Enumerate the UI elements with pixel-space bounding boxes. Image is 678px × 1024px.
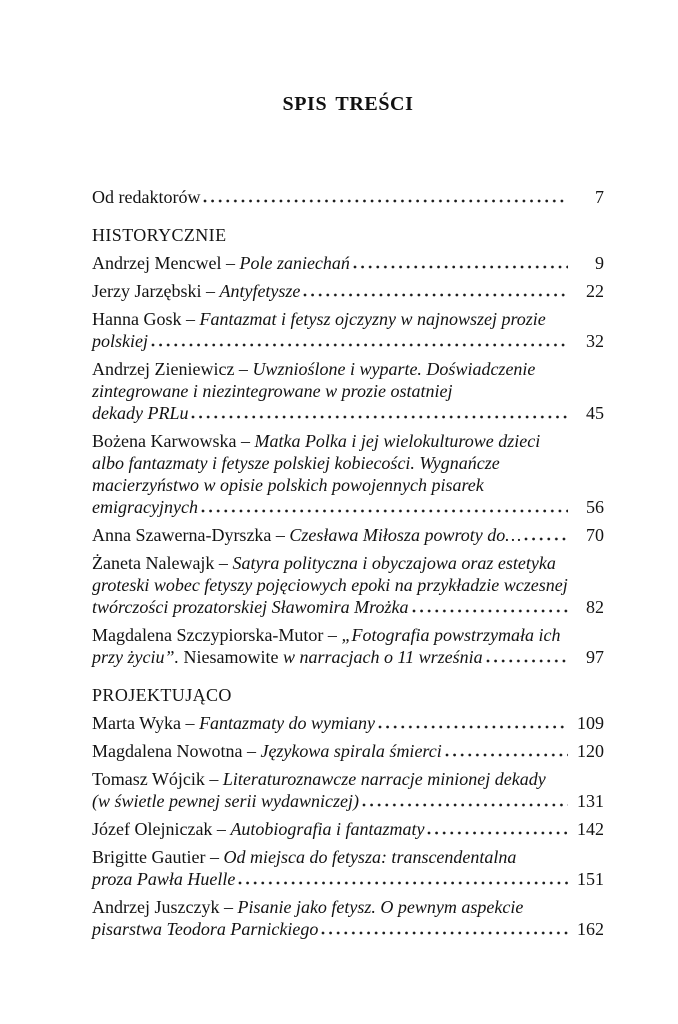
entry-page-number: 142 <box>577 819 604 839</box>
entry-page-number: 7 <box>595 187 604 207</box>
entry-line <box>92 918 604 940</box>
entry-text <box>92 596 409 618</box>
toc-entry <box>92 524 604 546</box>
entry-line <box>92 846 604 868</box>
entry-author-segment: Magdalena Szczypiorska-Mutor – <box>92 625 342 645</box>
toc-list <box>92 186 604 940</box>
entry-text <box>92 280 300 302</box>
entry-text <box>92 402 188 424</box>
entry-line <box>92 380 604 402</box>
entry-line <box>92 574 604 596</box>
entry-author-segment: Bożena Karwowska – <box>92 431 255 451</box>
entry-line <box>92 358 604 380</box>
entry-line <box>92 646 604 668</box>
entry-text <box>92 309 546 329</box>
entry-title-segment: Pisanie jako fetysz. O pewnym aspekcie <box>237 897 524 917</box>
entry-title-segment: pisarstwa Teodora Parnickiego <box>92 919 319 939</box>
entry-author-segment: Magdalena Nowotna – <box>92 741 261 761</box>
entry-title-segment: zintegrowane i niezintegrowane w prozie ostatniej <box>92 381 453 401</box>
entry-title-segment: w narracjach o 11 września <box>282 647 483 667</box>
entry-page-number: 162 <box>577 919 604 939</box>
toc-entry <box>92 846 604 890</box>
entry-title-segment: „Fotografia powstrzymała ich <box>341 625 561 645</box>
entry-title-segment: Fantazmat i fetysz ojczyzny w najnowszej prozie <box>199 309 546 329</box>
entry-text <box>92 646 483 668</box>
entry-author-segment: Żaneta Nalewajk – <box>92 553 233 573</box>
entry-line <box>92 524 604 546</box>
entry-line <box>92 712 604 734</box>
entry-author-segment: Marta Wyka – <box>92 713 200 733</box>
entry-title-segment: przy życiu”. <box>92 647 179 667</box>
entry-line <box>92 818 604 840</box>
entry-title-segment: polskiej <box>92 331 148 351</box>
entry-page-number: 97 <box>586 647 604 667</box>
entry-line <box>92 430 604 452</box>
toc-entry <box>92 712 604 734</box>
entry-line <box>92 596 604 618</box>
entry-author-segment: Andrzej Mencwel – <box>92 253 240 273</box>
entry-text <box>92 740 442 762</box>
entry-page-number: 120 <box>577 741 604 761</box>
entry-author-segment: Andrzej Zieniewicz – <box>92 359 253 379</box>
toc-entry <box>92 252 604 274</box>
dot-leader <box>378 725 568 729</box>
dot-leader <box>203 199 568 203</box>
entry-author-segment: Tomasz Wójcik – <box>92 769 223 789</box>
toc-entry <box>92 186 604 208</box>
entry-text <box>92 847 516 867</box>
entry-text <box>92 359 535 379</box>
section-heading: HISTORYCZNIE <box>92 225 227 245</box>
entry-title-segment: Pole zaniechań <box>239 253 350 273</box>
entry-line <box>92 896 604 918</box>
entry-page-number: 45 <box>586 403 604 423</box>
entry-page-number: 56 <box>586 497 604 517</box>
entry-text <box>92 381 452 401</box>
entry-line <box>92 496 604 518</box>
entry-title-segment: albo fantazmaty i fetysze polskiej kobiecości. Wygnańcze <box>92 453 500 473</box>
entry-title-segment: (w świetle pewnej serii wydawniczej) <box>92 791 359 811</box>
entry-title-segment: dekady PRLu <box>92 403 189 423</box>
entry-line <box>92 552 604 574</box>
toc-entry <box>92 552 604 618</box>
entry-text <box>92 769 546 789</box>
entry-text <box>92 475 484 495</box>
toc-entry <box>92 740 604 762</box>
entry-title-segment: emigracyjnych <box>92 497 198 517</box>
toc-entry <box>92 768 604 812</box>
entry-author-segment: Jerzy Jarzębski – <box>92 281 220 301</box>
entry-text <box>92 431 540 451</box>
entry-title-segment: groteski wobec fetyszy pojęciowych epoki na przykładzie wczesnej <box>92 575 568 595</box>
dot-leader <box>201 509 568 513</box>
entry-title-segment: twórczości prozatorskiej Sławomira Mrożka <box>92 597 409 617</box>
toc-entry <box>92 818 604 840</box>
entry-page-number: 109 <box>577 713 604 733</box>
entry-page-number: 22 <box>586 281 604 301</box>
entry-text <box>92 496 198 518</box>
toc-entry <box>92 308 604 352</box>
entry-line <box>92 474 604 496</box>
entry-line <box>92 186 604 208</box>
entry-text <box>92 897 523 917</box>
entry-page-number: 131 <box>577 791 604 811</box>
entry-title-segment: macierzyństwo w opisie polskich powojennych pisarek <box>92 475 484 495</box>
dot-leader <box>427 831 568 835</box>
dot-leader <box>353 265 568 269</box>
entry-author-segment: Od redaktorów <box>92 187 201 207</box>
entry-text <box>92 330 148 352</box>
entry-page-number: 151 <box>577 869 604 889</box>
page-title: SPIS TREŚCI <box>282 93 414 115</box>
dot-leader <box>238 881 568 885</box>
entry-title-segment: Matka Polka i jej wielokulturowe dzieci <box>254 431 541 451</box>
entry-text <box>92 252 350 274</box>
entry-line <box>92 308 604 330</box>
entry-line <box>92 452 604 474</box>
section-heading: PROJEKTUJĄCO <box>92 685 232 705</box>
entry-text <box>92 453 500 473</box>
entry-title-segment: Antyfetysze <box>219 281 301 301</box>
entry-page-number: 82 <box>586 597 604 617</box>
entry-line <box>92 402 604 424</box>
entry-title-segment: Czesława Miłosza powroty do… <box>289 525 522 545</box>
entry-line <box>92 330 604 352</box>
entry-text <box>92 918 318 940</box>
entry-author-segment: Brigitte Gautier – <box>92 847 224 867</box>
dot-leader <box>303 293 568 297</box>
entry-title-segment: Od miejsca do fetysza: transcendentalna <box>223 847 517 867</box>
toc-entry <box>92 430 604 518</box>
entry-title-segment: proza Pawła Huelle <box>92 869 236 889</box>
dot-leader <box>412 609 568 613</box>
entry-text <box>92 553 556 573</box>
entry-text <box>92 818 424 840</box>
dot-leader <box>524 537 568 541</box>
entry-title-segment: Literaturoznawcze narracje minionej dekady <box>222 769 546 789</box>
entry-line <box>92 280 604 302</box>
entry-text <box>92 790 359 812</box>
dot-leader <box>445 753 568 757</box>
entry-text <box>92 524 521 546</box>
entry-line <box>92 790 604 812</box>
entry-title-segment: Autobiografia i fantazmaty <box>230 819 425 839</box>
toc-entry <box>92 896 604 940</box>
entry-title-segment: Językowa spirala śmierci <box>260 741 442 761</box>
toc-entry <box>92 624 604 668</box>
toc-entry <box>92 358 604 424</box>
entry-page-number: 9 <box>595 253 604 273</box>
entry-line <box>92 740 604 762</box>
entry-page-number: 32 <box>586 331 604 351</box>
entry-title-segment: Uwznioślone i wyparte. Doświadczenie <box>252 359 536 379</box>
dot-leader <box>362 803 568 807</box>
dot-leader <box>151 343 568 347</box>
entry-author-segment: Andrzej Juszczyk – <box>92 897 238 917</box>
entry-title-segment: Fantazmaty do wymiany <box>199 713 376 733</box>
entry-page-number: 70 <box>586 525 604 545</box>
entry-author-segment: Józef Olejniczak – <box>92 819 231 839</box>
entry-text <box>92 868 235 890</box>
entry-text <box>92 625 560 645</box>
entry-text <box>92 186 200 208</box>
entry-title-segment: Satyra polityczna i obyczajowa oraz estetyka <box>232 553 556 573</box>
dot-leader <box>191 415 568 419</box>
entry-text <box>92 575 568 595</box>
dot-leader <box>486 659 568 663</box>
entry-author-segment: Niesamowite <box>179 647 283 667</box>
entry-line <box>92 624 604 646</box>
entry-line <box>92 768 604 790</box>
entry-author-segment: Hanna Gosk – <box>92 309 200 329</box>
entry-line <box>92 868 604 890</box>
entry-text <box>92 712 375 734</box>
dot-leader <box>321 931 568 935</box>
entry-line <box>92 252 604 274</box>
entry-author-segment: Anna Szawerna-Dyrszka – <box>92 525 290 545</box>
toc-entry <box>92 280 604 302</box>
